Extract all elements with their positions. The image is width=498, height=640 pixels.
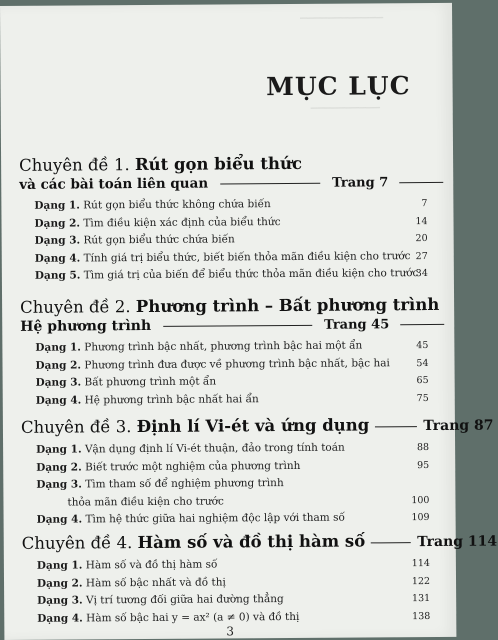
toc-entry[interactable]: Dạng 1. Rút gọn biểu thức không chứa biến 7 xyxy=(19,195,443,215)
entry-list xyxy=(19,195,444,285)
toc-entry[interactable]: Dạng 3. Vị trí tương đối giữa hai đường thẳng 131 xyxy=(22,590,446,610)
chapter-page: Trang 87 xyxy=(423,417,494,435)
chapter-name-continued: Hệ phương trình xyxy=(20,317,152,335)
toc-entry[interactable]: Dạng 3. Tìm tham số để nghiệm phương trình xyxy=(36,477,284,491)
chapter-heading-line2 xyxy=(19,173,443,195)
toc-entry[interactable]: Dạng 2. Hàm số bậc nhất và đồ thị 122 xyxy=(22,572,446,592)
entry-page: 45 xyxy=(416,340,429,352)
toc-entry[interactable]: Dạng 3. Rút gọn biểu thức chứa biến 20 xyxy=(20,230,444,250)
chapter-page: Trang 7 xyxy=(332,175,389,191)
entry-page: 109 xyxy=(411,512,430,524)
toc-entry[interactable]: Dạng 4. Tìm hệ thức giữa hai nghiệm độc lập với tham số 109 xyxy=(22,509,446,529)
toc-entry[interactable]: Dạng 5. Tìm giá trị của biến để biểu thức thỏa mãn điều kiện cho trước 34 xyxy=(20,265,444,285)
entry-page: 131 xyxy=(411,593,431,605)
book-page xyxy=(0,3,498,640)
toc-entry[interactable]: Dạng 1. Phương trình bậc nhất, phương trình bậc hai một ẩn 45 xyxy=(20,337,444,357)
chapter-prefix: Chuyên đề 3. xyxy=(20,417,132,437)
entry-page: 27 xyxy=(415,250,428,262)
entry-page: 54 xyxy=(416,357,429,369)
chapter-2 xyxy=(20,295,445,410)
chapter-heading-line2 xyxy=(20,315,444,337)
entry-page: 75 xyxy=(416,392,429,404)
toc-entry[interactable]: Dạng 4. Hàm số bậc hai y = ax² (a ≠ 0) và đồ thị 138 xyxy=(22,607,446,627)
chapter-heading xyxy=(20,415,494,439)
toc-entry[interactable]: Dạng 2. Biết trước một nghiệm của phương trình 95 xyxy=(21,456,445,476)
leader-line xyxy=(163,325,312,327)
entry-page: 34 xyxy=(415,268,428,280)
entry-page: 88 xyxy=(416,442,430,454)
chapter-3 xyxy=(20,415,494,529)
chapter-4 xyxy=(21,531,498,628)
leader-line xyxy=(371,542,411,543)
chapter-page: Trang 114 xyxy=(417,533,498,551)
toc-entry[interactable]: Dạng 2. Tìm điều kiện xác định của biểu thức 14 xyxy=(19,212,443,232)
leader-line-tail xyxy=(399,182,443,183)
entry-page: 95 xyxy=(417,459,430,471)
chapter-name: Định lí Vi-ét và ứng dụng xyxy=(136,415,370,437)
chapter-1 xyxy=(19,153,444,285)
toc-entry-continued[interactable]: thỏa mãn điều kiện cho trước 100 xyxy=(21,491,445,511)
entry-list xyxy=(21,439,446,529)
entry-page: 100 xyxy=(411,494,430,506)
chapter-name-continued: và các bài toán liên quan xyxy=(19,175,209,193)
chapter-prefix: Chuyên đề 1. xyxy=(19,155,130,175)
chapter-name: Hàm số và đồ thị hàm số xyxy=(137,531,366,553)
page-title: MỤC LỤC xyxy=(266,71,411,102)
chapter-heading xyxy=(20,295,444,318)
chapter-name: Rút gọn biểu thức xyxy=(134,153,303,175)
entry-page: 65 xyxy=(416,375,429,387)
leader-line xyxy=(375,426,417,427)
chapter-prefix: Chuyên đề 4. xyxy=(21,533,133,553)
entry-list xyxy=(22,555,446,628)
toc-entry[interactable]: Dạng 1. Hàm số và đồ thị hàm số 114 xyxy=(22,555,446,575)
bleed-through-text: ▔▔▔▔▔▔▔▔▔▔▔▔ xyxy=(300,17,384,28)
toc-entry[interactable]: Dạng 1. Vận dụng định lí Vi-ét thuận, đảo trong tính toán 88 xyxy=(21,439,445,459)
entry-page: 14 xyxy=(415,215,428,227)
toc-entry[interactable]: Dạng 4. Tính giá trị biểu thức, biết biến thỏa mãn điều kiện cho trước 27 xyxy=(20,247,444,267)
toc-entry[interactable]: Dạng 2. Phương trình đưa được về phương trình bậc nhất, bậc hai 54 xyxy=(20,354,444,374)
leader-line xyxy=(220,183,320,185)
toc-entry[interactable]: Dạng 4. Hệ phương trình bậc nhất hai ẩn 75 xyxy=(21,389,445,409)
entry-list xyxy=(20,337,444,410)
entry-page: 122 xyxy=(411,575,431,587)
entry-page: 114 xyxy=(411,558,430,570)
chapter-name: Phương trình – Bất phương trình xyxy=(135,294,440,317)
chapter-prefix: Chuyên đề 2. xyxy=(20,297,131,317)
entry-page: 7 xyxy=(421,198,428,210)
entry-page: 138 xyxy=(412,610,431,622)
leader-line-tail xyxy=(400,324,444,325)
entry-page: 20 xyxy=(415,233,428,245)
toc-entry[interactable]: Dạng 3. Bất phương trình một ẩn 65 xyxy=(21,372,445,392)
bleed-through-text: ▔▔▔▔▔▔▔▔▔▔ xyxy=(310,107,381,118)
chapter-page: Trang 45 xyxy=(324,317,390,333)
page-number: 3 xyxy=(226,624,235,639)
chapter-heading xyxy=(21,531,498,555)
